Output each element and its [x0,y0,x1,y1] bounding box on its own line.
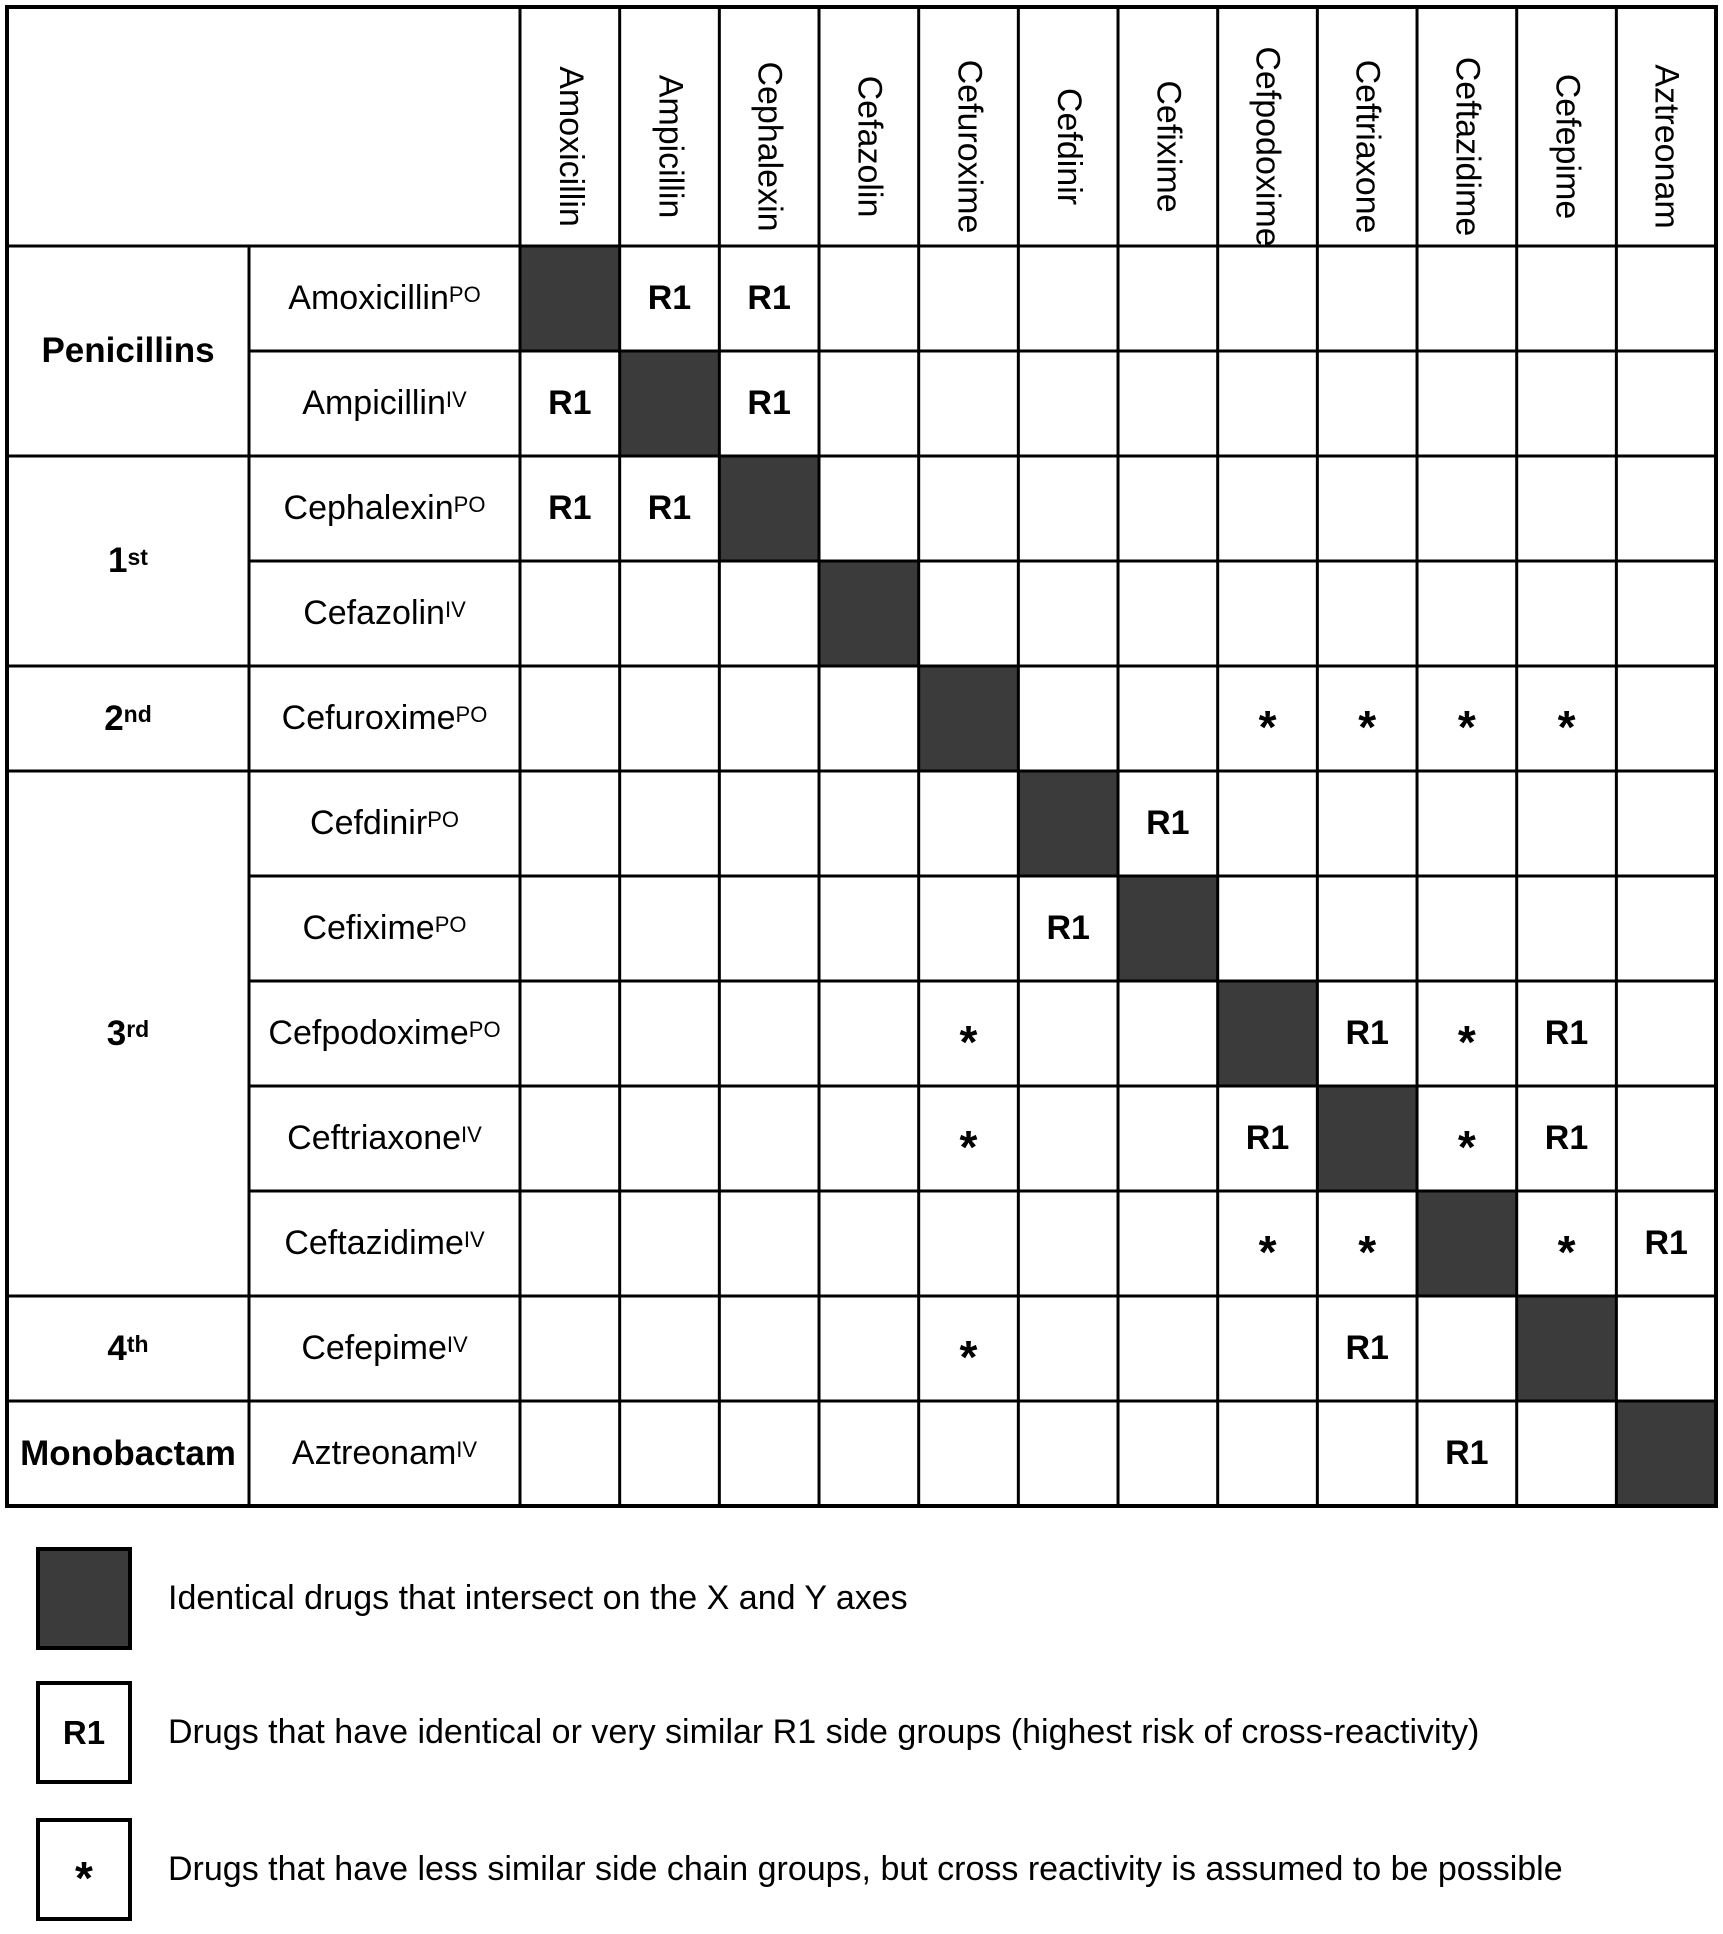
row-drug-name: Ampicillin [302,384,446,422]
column-label-cefixime [1118,7,1218,246]
group-label-3rd [7,771,249,1296]
column-label-ceftriaxone [1317,7,1417,246]
column-label-text: Cephalexin [750,61,789,232]
cell-r1-mark: R1 [548,489,592,527]
identical-drug-cell [1118,876,1218,981]
group-label-sup: nd [123,701,152,727]
group-label-sup: rd [126,1016,150,1042]
row-drug-name: Cephalexin [283,489,454,527]
row-drug-name: Cefixime [302,909,435,947]
identical-drug-cell [620,351,720,456]
cell-r1-mark: R1 [1544,1014,1589,1052]
legend-asterisk-swatch: * [36,1818,132,1921]
row-drug-name: Ceftazidime [284,1224,464,1262]
row-label-ceftriaxone: Ceftriaxone $^{IV}$ [287,1119,482,1157]
row-drug-name: Ceftriaxone [287,1119,462,1157]
column-label-text: Cefdinir [1049,87,1088,206]
column-label-text: Cefazolin [850,75,889,218]
legend-asterisk-text: Drugs that have less similar side chain groups, but cross reactivity is assumed to be possible [168,1850,1563,1888]
identical-drug-cell [1317,1086,1417,1191]
row-drug-name: Cefuroxime [281,699,456,737]
cell-r1-mark: R1 [747,384,791,422]
row-label-cefepime: Cefepime $^{IV}$ [301,1329,468,1367]
cell-r1-mark: R1 [1345,1329,1389,1367]
legend-r1-text: Drugs that have identical or very similar R1 side groups (highest risk of cross-reactivity) [168,1713,1480,1751]
identical-drug-cell [919,666,1019,771]
column-label-cefuroxime [919,7,1019,246]
row-label-ampicillin: Ampicillin $^{IV}$ [302,384,467,422]
column-label-text: Cefpodoxime [1249,46,1288,247]
legend-identical-text: Identical drugs that intersect on the X and Y axes [168,1579,908,1617]
column-label-ceftazidime [1417,7,1517,246]
column-label-text: Ceftriaxone [1348,59,1387,234]
identical-drug-cell [1517,1296,1617,1401]
cell-asterisk-mark: * [1557,700,1576,753]
column-label-text: Cefixime [1149,80,1188,213]
identical-drug-cell [719,456,819,561]
row-drug-name: Cefpodoxime [268,1014,469,1052]
cell-r1-mark: R1 [647,489,692,527]
identical-drug-cell [1018,771,1118,876]
column-label-text: Aztreonam [1647,64,1686,229]
group-label-text: Penicillins [41,331,215,370]
row-drug-name: Amoxicillin [288,279,449,317]
column-label-text: Ampicillin [650,74,689,219]
row-drug-name: Cefepime [301,1329,447,1367]
group-label-2nd [7,666,249,771]
group-label-penicillins [7,246,249,456]
column-label-text: Amoxicillin [551,66,590,227]
identical-drug-cell [1218,981,1318,1086]
identical-drug-cell [819,561,919,666]
column-label-text: Cefepime [1548,73,1587,220]
cell-asterisk-mark: * [959,1120,978,1173]
column-label-cefdinir [1018,7,1118,246]
group-label-text: 3 [106,1013,127,1053]
column-label-text: Ceftazidime [1448,56,1487,237]
identical-drug-cell [1616,1401,1716,1506]
cell-r1-mark: R1 [747,279,791,317]
cell-asterisk-mark: * [1258,700,1277,753]
cell-asterisk-mark: * [959,1015,978,1068]
group-label-text: 1 [108,541,128,580]
column-label-text: Cefuroxime [950,59,988,234]
column-label-amoxicillin [520,7,620,246]
legend-r1-swatch: R1 [36,1681,132,1784]
cell-r1-mark: R1 [1046,909,1090,947]
cell-r1-mark: R1 [1644,1224,1688,1262]
group-label-sup: st [127,543,148,570]
group-label-sup: th [126,1331,149,1357]
cell-asterisk-mark: * [959,1330,978,1383]
row-drug-name: Cefdinir [310,804,428,842]
column-label-cephalexin [719,7,819,246]
row-drug-name: Aztreonam [291,1434,457,1472]
group-label-text: 4 [107,1328,127,1368]
identical-drug-cell [520,246,620,351]
column-label-cefpodoxime [1218,7,1318,246]
cell-r1-mark: R1 [1345,1014,1389,1052]
cell-r1-mark: R1 [1544,1119,1589,1157]
cell-r1-mark: R1 [548,384,592,422]
group-label-1st [7,456,249,666]
row-label-amoxicillin: Amoxicillin $^{PO}$ [288,279,481,317]
row-drug-name: Cefazolin [303,594,445,632]
group-label-monobactam [7,1401,249,1506]
row-label-cefazolin: Cefazolin $^{IV}$ [303,594,466,632]
row-label-cefixime: Cefixime $^{PO}$ [302,909,467,947]
cell-r1-mark: R1 [1445,1434,1489,1472]
row-label-ceftazidime: Ceftazidime $^{IV}$ [284,1224,485,1262]
legend-identical-swatch [36,1547,132,1650]
column-label-aztreonam [1616,7,1716,246]
cell-asterisk-mark: * [1457,1015,1476,1068]
cell-asterisk-mark: * [1358,700,1377,753]
cell-asterisk-mark: * [1557,1225,1576,1278]
cell-r1-mark: R1 [1245,1119,1290,1157]
cell-asterisk-mark: * [1358,1225,1377,1278]
row-label-cephalexin: Cephalexin $^{PO}$ [283,489,486,527]
identical-drug-cell [1417,1191,1517,1296]
cell-asterisk-mark: * [1258,1225,1277,1278]
column-label-ampicillin [620,7,720,246]
cell-asterisk-mark: * [1457,1120,1476,1173]
cell-asterisk-mark: * [1457,700,1476,753]
column-label-cefazolin [819,7,919,246]
row-label-cefpodoxime: Cefpodoxime $^{PO}$ [268,1014,501,1052]
row-label-cefuroxime: Cefuroxime $^{PO}$ [281,699,488,737]
cell-r1-mark: R1 [1146,804,1190,842]
row-label-cefdinir: Cefdinir $^{PO}$ [310,804,459,842]
cell-r1-mark: R1 [647,279,692,317]
column-label-cefepime [1517,7,1617,246]
group-label-4th [7,1296,249,1401]
group-label-text: Monobactam [20,1433,236,1473]
row-label-aztreonam: Aztreonam $^{IV}$ [291,1434,478,1472]
group-label-text: 2 [104,698,124,738]
